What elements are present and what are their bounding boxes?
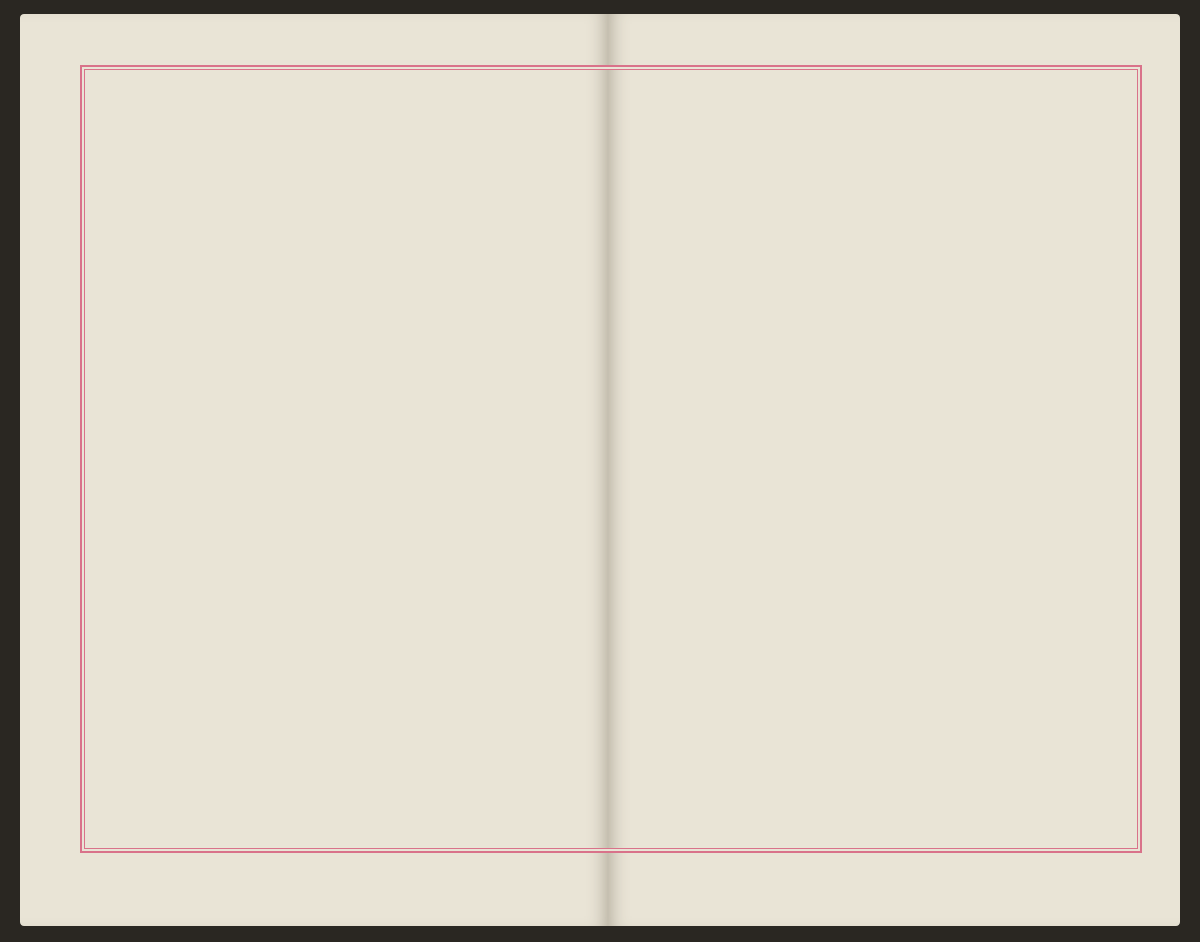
red-double-frame	[80, 65, 1142, 853]
